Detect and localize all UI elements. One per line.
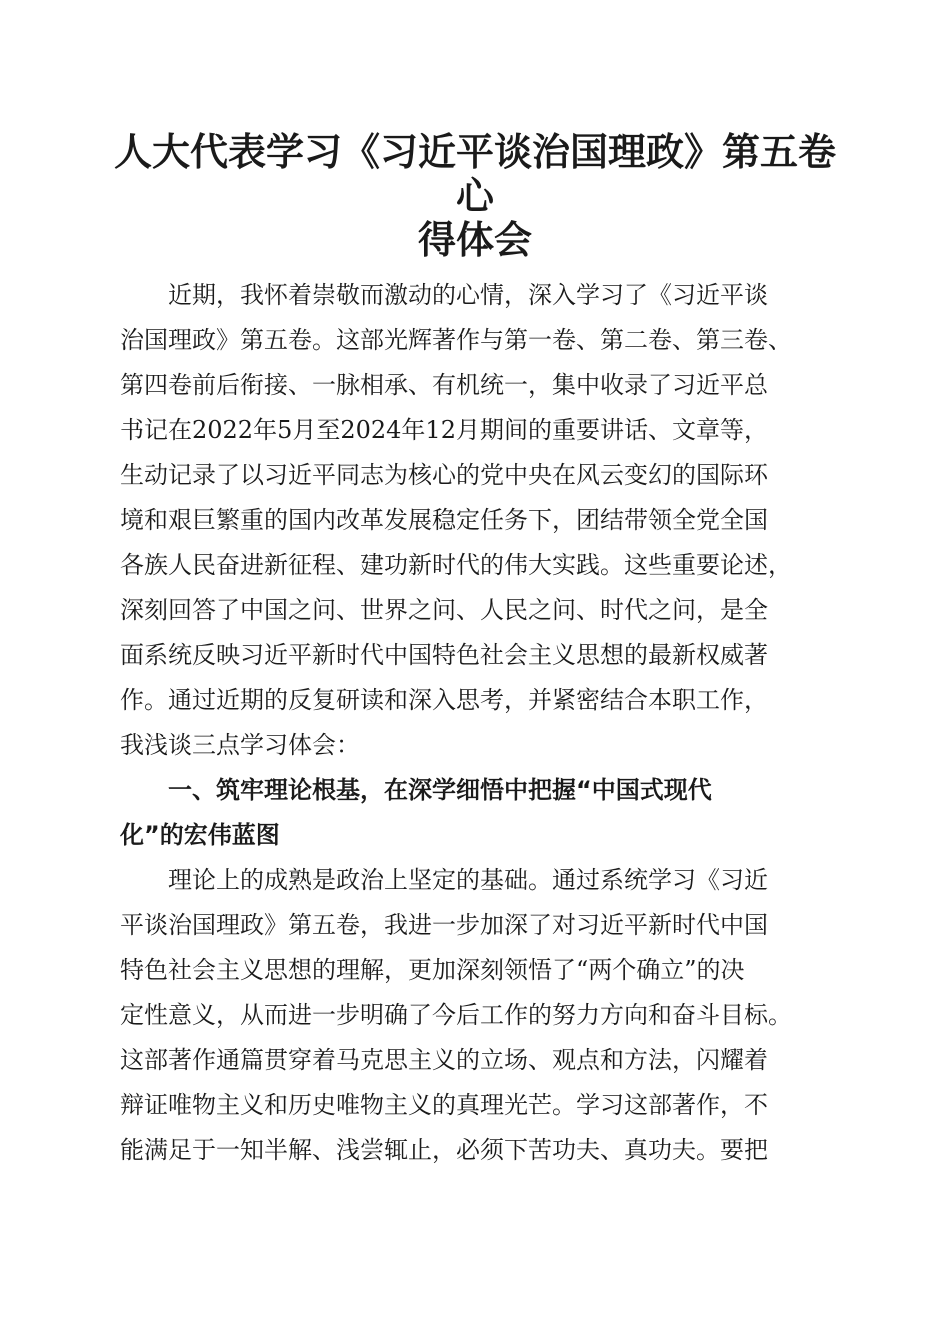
paragraph-line: 各族人民奋进新征程、建功新时代的伟大实践。这些重要论述， (120, 551, 792, 579)
paragraph-line: 辩证唯物主义和历史唯物主义的真理光芒。学习这部著作，不 (120, 1091, 768, 1119)
paragraph-line: 近期，我怀着崇敬而激动的心情，深入学习了《习近平谈 (168, 281, 768, 309)
paragraph-line: 我浅谈三点学习体会： (120, 731, 360, 759)
paragraph-line: 第四卷前后衔接、一脉相承、有机统一，集中收录了习近平总 (120, 371, 768, 399)
document-title (110, 130, 840, 262)
title-line: 人大代表学习《习近平谈治国理政》第五卷心 (113, 129, 836, 218)
paragraph-line: 特色社会主义思想的理解，更加深刻领悟了“两个确立”的决 (120, 956, 745, 984)
paragraph-line: 生动记录了以习近平同志为核心的党中央在风云变幻的国际环 (120, 461, 768, 489)
paragraph-line: 定性意义，从而进一步明确了今后工作的努力方向和奋斗目标。 (120, 1001, 792, 1029)
paragraph-line: 深刻回答了中国之问、世界之问、人民之问、时代之问，是全 (120, 596, 768, 624)
paragraph-line: 这部著作通篇贯穿着马克思主义的立场、观点和方法，闪耀着 (120, 1046, 768, 1074)
section-heading-line: 一、筑牢理论根基，在深学细悟中把握“中国式现代 (168, 776, 712, 804)
paragraph-line: 治国理政》第五卷。这部光辉著作与第一卷、第二卷、第三卷、 (120, 326, 792, 354)
paragraph-line: 书记在2022年5月至2024年12月期间的重要讲话、文章等， (120, 416, 768, 444)
paragraph-line: 面系统反映习近平新时代中国特色社会主义思想的最新权威著 (120, 641, 768, 669)
paragraph-line: 境和艰巨繁重的国内改革发展稳定任务下，团结带领全党全国 (120, 506, 768, 534)
paragraph-line: 理论上的成熟是政治上坚定的基础。通过系统学习《习近 (168, 866, 768, 894)
paragraph-line: 平谈治国理政》第五卷，我进一步加深了对习近平新时代中国 (120, 911, 768, 939)
paragraph-line: 作。通过近期的反复研读和深入思考，并紧密结合本职工作， (120, 686, 768, 714)
paragraph-line: 能满足于一知半解、浅尝辄止，必须下苦功夫、真功夫。要把 (120, 1136, 768, 1164)
section-heading-line: 化”的宏伟蓝图 (120, 821, 280, 849)
title-line: 得体会 (417, 217, 532, 262)
